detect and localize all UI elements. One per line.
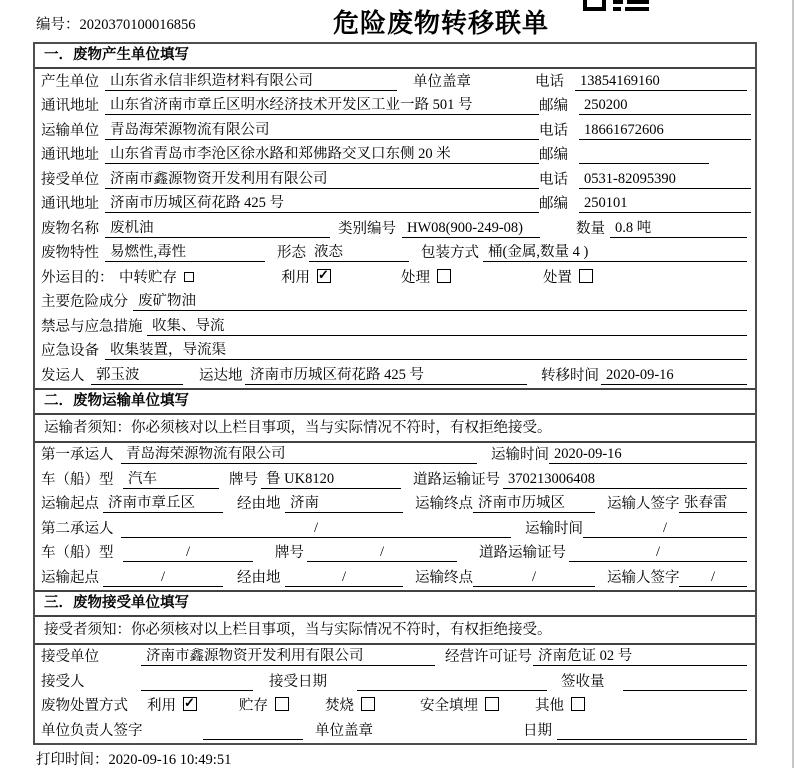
equipment-label: 应急设备: [41, 343, 99, 359]
row-producer: [35, 69, 755, 94]
carrier1-label: 第一承运人: [41, 447, 114, 463]
form-state: 液态: [309, 244, 409, 262]
purpose-option-treat-label: 处理: [401, 269, 430, 286]
transfer-storage-checkbox: [184, 272, 194, 282]
carrier-sign1: 张春雷: [679, 495, 747, 513]
vehicle-type2: /: [123, 544, 253, 562]
purpose-option-treat: [401, 269, 543, 287]
plate-label: 牌号: [275, 545, 304, 561]
row-route1: [35, 492, 755, 517]
disposal-option-reuse-label: 利用: [147, 698, 176, 714]
print-time: [36, 748, 231, 769]
purpose-option-transfer: [119, 270, 281, 287]
row-taboo-measures: [35, 314, 755, 339]
form-header: [0, 0, 796, 42]
waste-name-label: 废物名称: [41, 220, 99, 237]
serial-label: 编号：: [36, 17, 80, 33]
producer-zip: 250200: [579, 97, 751, 115]
row-hazard-component: [35, 290, 755, 315]
form-title: 危险废物转移联单: [333, 9, 550, 38]
route-via2: /: [285, 569, 403, 587]
carrier2-value: /: [121, 520, 511, 538]
hazard-value: 废矿物油: [133, 293, 747, 311]
row-carrier2: [35, 516, 755, 541]
row-waste-traits: [35, 241, 755, 266]
receiver-value: 济南市鑫源物资开发利用有限公司: [105, 171, 539, 189]
row-transporter-address: [35, 143, 755, 168]
signed-amount-label: 签收量: [561, 673, 605, 690]
serial-value: 2020370100016856: [79, 17, 196, 33]
disposal-option-other-label: 其他: [535, 698, 564, 714]
producer-address: 山东省济南市章丘区明水经济技术开发区工业一路 501 号: [105, 97, 539, 115]
transport-time1: 2020-09-16: [549, 446, 747, 464]
zip-label: 邮编: [539, 196, 568, 212]
route-end-label: 运输终点: [415, 569, 473, 586]
packing-label: 包装方式: [421, 245, 479, 261]
section2-notice: [35, 415, 755, 443]
receiver-label: 接受单位: [41, 171, 99, 188]
receiver-phone: 0531-82095390: [579, 171, 751, 189]
accept-date-value: [357, 674, 547, 691]
purpose-option-dispose-label: 处置: [543, 269, 572, 286]
purpose-option-transfer-label: 中转贮存: [119, 269, 177, 286]
plate-label: 牌号: [229, 471, 258, 488]
quantity-label: 数量: [576, 220, 605, 237]
transport-time-label: 运输时间: [525, 520, 583, 537]
vehicle-type1: 汽车: [123, 471, 219, 489]
row-producer-address: [35, 94, 755, 119]
storage-checkbox: [275, 697, 289, 711]
hazard-label: 主要危险成分: [41, 294, 128, 310]
taboo-value: 收集、导流: [147, 318, 747, 336]
row-accept-person: [35, 669, 755, 694]
section3-notice: [35, 617, 755, 645]
address-label: 通讯地址: [41, 196, 99, 212]
equipment-value: 收集装置，导流渠: [105, 342, 747, 360]
category-code: HW08(900-249-08): [402, 220, 540, 238]
row-receiver: [35, 167, 755, 192]
accept-person-label: 接受人: [41, 673, 85, 690]
print-time-value: 2020-09-16 10:49:51: [108, 752, 232, 768]
reuse-checkbox: [317, 269, 331, 283]
row-vehicle2: [35, 541, 755, 566]
transporter-label: 运输单位: [41, 122, 99, 139]
disposal-option-storage-label: 贮存: [239, 698, 268, 714]
receiver-zip: 250101: [579, 195, 751, 213]
transporter-zip: [579, 147, 709, 164]
shipper-label: 发运人: [41, 367, 85, 384]
disposal-checkbox: [579, 269, 593, 283]
waste-traits-label: 废物特性: [41, 245, 99, 261]
section2-title: 二．废物运输单位填写: [35, 388, 755, 415]
incinerate-checkbox: [361, 697, 375, 711]
plate2: /: [307, 544, 457, 562]
destination-value: 济南市历城区荷花路 425 号: [245, 367, 527, 385]
leader-sign-value: [203, 723, 303, 740]
disposal-option-incinerate: [325, 697, 420, 715]
transfer-form-table: [33, 42, 757, 745]
row-accept-unit: [35, 645, 755, 670]
carrier1-value: 青岛海荣源物流有限公司: [121, 446, 477, 464]
disposal-option-storage: [239, 697, 325, 715]
route-end2: /: [473, 569, 595, 587]
print-time-label: 打印时间：: [36, 752, 109, 768]
road-permit-label: 道路运输证号: [479, 545, 566, 561]
other-checkbox: [571, 697, 585, 711]
road-permit-label: 道路运输证号: [413, 471, 500, 488]
section3-title: 三．废物接受单位填写: [35, 590, 755, 617]
row-transporter: [35, 118, 755, 143]
destination-label: 运达地: [199, 367, 243, 384]
road-permit1: 370213006408: [503, 471, 747, 489]
producer-phone: 13854169160: [575, 73, 747, 91]
accept-unit-value: 济南市鑫源物资开发利用有限公司: [141, 648, 435, 666]
accept-date-label: 接受日期: [269, 673, 327, 690]
vehicle-type-label: 车（船）型: [41, 545, 114, 561]
producer-value: 山东省永信非织造材料有限公司: [105, 73, 397, 91]
row-route2: [35, 565, 755, 590]
quantity-value: 0.8 吨: [610, 220, 747, 238]
route-start-label: 运输起点: [41, 569, 99, 586]
route-via-label: 经由地: [237, 569, 281, 586]
date-value: [557, 723, 747, 740]
page-edge-line: [792, 0, 794, 768]
route-via1: 济南: [285, 495, 403, 513]
purpose-label: 外运目的：: [41, 269, 114, 286]
qr-code-icon: [583, 0, 653, 12]
transporter-address: 山东省青岛市李沧区徐水路和郑佛路交叉口东侧 20 米: [105, 146, 539, 164]
row-carrier1: [35, 443, 755, 468]
carrier-sign-label: 运输人签字: [607, 569, 680, 586]
form-state-label: 形态: [277, 245, 306, 261]
row-dispatch: [35, 363, 755, 388]
disposal-option-other: [535, 697, 585, 715]
landfill-checkbox: [485, 697, 499, 711]
route-start-label: 运输起点: [41, 496, 99, 512]
leader-sign-label: 单位负责人签字: [41, 722, 143, 739]
disposal-option-landfill: [420, 697, 535, 715]
reuse-checkbox: [183, 697, 197, 711]
transporter-value: 青岛海荣源物流有限公司: [105, 122, 539, 140]
transport-time-label: 运输时间: [491, 447, 549, 463]
row-waste-name: [35, 216, 755, 241]
section1-title: 一．废物产生单位填写: [35, 44, 755, 69]
address-label: 通讯地址: [41, 147, 99, 163]
signed-amount-value: [623, 674, 747, 691]
plate1: 鲁 UK8120: [261, 471, 401, 489]
shipper-value: 郭玉波: [91, 367, 183, 385]
carrier2-label: 第二承运人: [41, 520, 114, 537]
disposal-option-reuse: [147, 697, 239, 715]
accept-person-value: [141, 674, 253, 691]
notice-label: 运输者须知：: [44, 419, 131, 436]
purpose-option-dispose: [543, 269, 593, 287]
license-value: 济南危证 02 号: [533, 648, 747, 666]
transfer-time-label: 转移时间: [541, 367, 599, 384]
row-emergency-equipment: [35, 339, 755, 364]
row-vehicle1: [35, 467, 755, 492]
accept-unit-label: 接受单位: [41, 649, 99, 665]
row-receiver-address: [35, 192, 755, 217]
transfer-time-value: 2020-09-16: [601, 367, 747, 385]
route-end1: 济南市历城区: [473, 495, 595, 513]
purpose-option-reuse: [281, 269, 401, 287]
address-label: 通讯地址: [41, 98, 99, 114]
serial-number: [36, 13, 196, 34]
road-permit2: /: [569, 544, 747, 562]
row-purpose: [35, 265, 755, 290]
phone-label: 电话: [535, 73, 564, 90]
waste-traits: 易燃性,毒性: [105, 244, 265, 262]
route-start1: 济南市章丘区: [103, 495, 223, 513]
phone-label: 电话: [539, 171, 568, 188]
carrier-sign-label: 运输人签字: [607, 496, 680, 512]
row-disposal-method: [35, 694, 755, 719]
disposal-method-label: 废物处置方式: [41, 698, 128, 714]
route-start2: /: [103, 569, 223, 587]
row-signoff: [35, 718, 755, 743]
taboo-label: 禁忌与应急措施: [41, 318, 143, 335]
unit-seal-label: 单位盖章: [315, 722, 373, 739]
route-via-label: 经由地: [237, 496, 281, 512]
packing-value: 桶(金属,数量 4 ): [483, 244, 747, 262]
category-code-label: 类别编号: [338, 220, 396, 237]
route-end-label: 运输终点: [415, 496, 473, 512]
phone-label: 电话: [539, 122, 568, 139]
notice-label: 接受者须知：: [44, 621, 131, 638]
disposal-option-incinerate-label: 焚烧: [325, 698, 354, 714]
zip-label: 邮编: [539, 147, 568, 163]
zip-label: 邮编: [539, 98, 568, 114]
vehicle-type-label: 车（船）型: [41, 471, 114, 488]
transport-time2: /: [583, 520, 747, 538]
date-label: 日期: [523, 722, 552, 739]
receiver-address: 济南市历城区荷花路 425 号: [105, 195, 539, 213]
carrier-sign2: /: [679, 569, 747, 587]
notice-text: 你必须核对以上栏目事项，当与实际情况不符时，有权拒绝接受。: [131, 621, 552, 638]
unit-seal-label: 单位盖章: [413, 73, 471, 90]
license-label: 经营许可证号: [445, 649, 532, 665]
treatment-checkbox: [437, 269, 451, 283]
disposal-option-landfill-label: 安全填埋: [420, 698, 478, 714]
purpose-option-reuse-label: 利用: [281, 269, 310, 286]
producer-label: 产生单位: [41, 73, 99, 90]
waste-name: 废机油: [105, 220, 330, 238]
notice-text: 你必须核对以上栏目事项，当与实际情况不符时，有权拒绝接受。: [131, 419, 552, 436]
transporter-phone: 18661672606: [579, 122, 751, 140]
